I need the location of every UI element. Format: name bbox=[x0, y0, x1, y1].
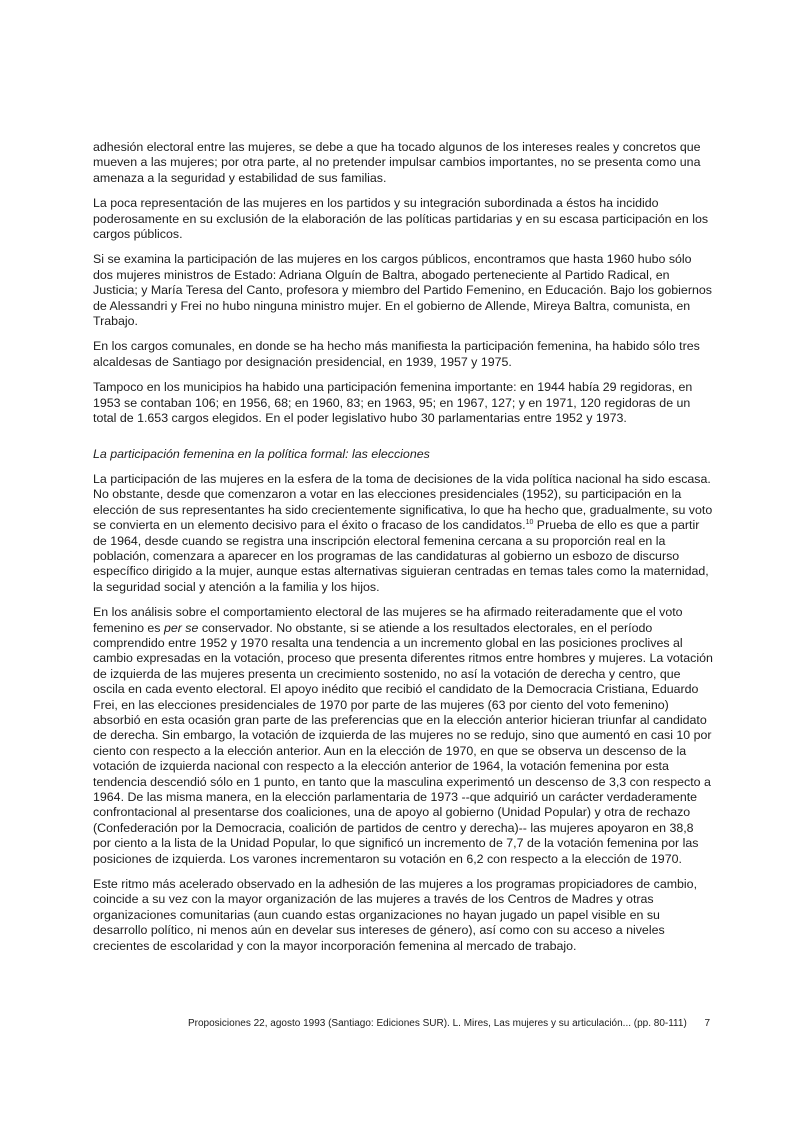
page-number: 7 bbox=[704, 1018, 710, 1029]
paragraph-text: conservador. No obstante, si se atiende a los resultados electorales, en el período comprendido entre 1952 y 1970 resalta una tendencia a un incremento global en las posiciones proclives al cambio expresadas en la votación, proceso que presenta diferentes ritmos entre hombres y mujeres. La votación de izquierda de las mujeres presenta un crecimiento sostenido, no así la votación de derecha y centro, que oscila en cada evento electoral. El apoyo inédito que recibió el candidato de la Democracia Cristiana, Eduardo Frei, en las elecciones presidenciales de 1970 por parte de las mujeres (63 por ciento del voto femenino) absorbió en esta ocasión gran parte de las preferencias que en la elección anterior hicieran triunfar al candidato de derecha. Sin embargo, la votación de izquierda de las mujeres no se redujo, sino que aumentó en casi 10 por ciento con respecto a la elección anterior. Aun en la elección de 1970, en que se observa un descenso de la votación de izquierda nacional con respecto a la elección anterior de 1964, la votación femenina por esta tendencia descendió sólo en 1 punto, en tanto que la masculina experimentó un descenso de 3,3 con respecto a 1964. De las misma manera, en la elección parlamentaria de 1973 --que adquirió un carácter verdaderamente confrontacional al presentarse dos coaliciones, una de apoyo al gobierno (Unidad Popular) y otra de rechazo (Confederación por la Democracia, coalición de partidos de centro y derecha)-- las mujeres apoyaron en 38,8 por ciento a la lista de la Unidad Popular, lo que significó un incremento de 7,7 de la votación femenina por las posiciones de izquierda. Los varones incrementaron su votación en 6,2 con respecto a la elección de 1970. bbox=[93, 620, 713, 866]
emphasis: per se bbox=[163, 620, 199, 635]
paragraph bbox=[93, 472, 713, 595]
section-heading: La participación femenina en la política formal: las elecciones bbox=[93, 446, 430, 461]
paragraph: Este ritmo más acelerado observado en la adhesión de las mujeres a los programas propiciadores de cambio, coincide a su vez con la mayor organización de las mujeres a través de los Centros de Madres y otras organizaciones comunitarias (aun cuando estas organizaciones no hayan jugado un papel visible en su desarrollo político, ni menos aún en develar sus intereses de género), así como con su acceso a niveles crecientes de escolaridad y con la mayor incorporación femenina al mercado de trabajo. bbox=[93, 877, 698, 953]
footer-citation: Proposiciones 22, agosto 1993 (Santiago: Ediciones SUR). L. Mires, Las mujeres y su articulación... (pp. 80-111) bbox=[188, 1018, 687, 1029]
paragraph: Si se examina la participación de las mujeres en los cargos públicos, encontramos que hasta 1960 hubo sólo dos mujeres ministros de Estado: Adriana Olguín de Baltra, abogado perteneciente al Partido Radical, en Justicia; y María Teresa del Canto, profesora y miembro del Partido Femenino, en Educación. Bajo los gobiernos de Alessandri y Frei no hubo ninguna ministro mujer. En el gobierno de Allende, Mireya Baltra, comunista, en Trabajo. bbox=[93, 252, 712, 329]
paragraph: La poca representación de las mujeres en los partidos y su integración subordinada a éstos ha incidido poderosamente en su exclusión de la elaboración de las políticas partidarias y en su escasa participación en los cargos públicos. bbox=[93, 196, 709, 242]
page-footer bbox=[188, 1018, 716, 1029]
paragraph-text: La participación de las mujeres en la esfera de la toma de decisiones de la vida política nacional ha sido escasa. No obstante, desde que comenzaron a votar en las elecciones presidenciales (1952), su participación en la elección de sus representantes ha sido crecientemente significativa, lo que ha hecho que, gradualmente, su voto se convierta en un elemento decisivo para el éxito o fracaso de los candidatos. bbox=[93, 471, 713, 533]
paragraph bbox=[93, 605, 713, 867]
document-body bbox=[93, 140, 713, 964]
paragraph: Tampoco en los municipios ha habido una participación femenina importante: en 1944 había 29 regidoras, en 1953 se contaban 106; en 1956, 68; en 1960, 83; en 1963, 95; en 1967, 127; y en 1971, 120 regidoras de un total de 1.653 cargos elegidos. En el poder legislativo hubo 30 parlamentarias entre 1952 y 1973. bbox=[93, 380, 693, 426]
paragraph: En los cargos comunales, en donde se ha hecho más manifiesta la participación femenina, ha habido sólo tres alcaldesas de Santiago por designación presidencial, en 1939, 1957 y 1975. bbox=[93, 339, 700, 369]
paragraph-text: En los análisis sobre el comportamiento electoral de las mujeres se ha afirmado reiteradamente que el voto femenino es bbox=[93, 605, 683, 635]
paragraph: adhesión electoral entre las mujeres, se debe a que ha tocado algunos de los intereses reales y concretos que mueven a las mujeres; por otra parte, al no pretender impulsar cambios importantes, no se presenta como una amenaza a la seguridad y estabilidad de sus familias. bbox=[93, 140, 701, 185]
footnote-marker[interactable]: 10 bbox=[525, 519, 534, 526]
paragraph-text: Prueba de ello es que a partir de 1964, desde cuando se registra una inscripción electoral femenina cercana a su proporción real en la población, comenzara a aparecer en los programas de las candidaturas al gobierno un esbozo de discurso específico dirigido a la mujer, aunque estas alternativas siguieran centradas en temas tales como la maternidad, la seguridad social y atención a la familia y los hijos. bbox=[93, 518, 709, 594]
